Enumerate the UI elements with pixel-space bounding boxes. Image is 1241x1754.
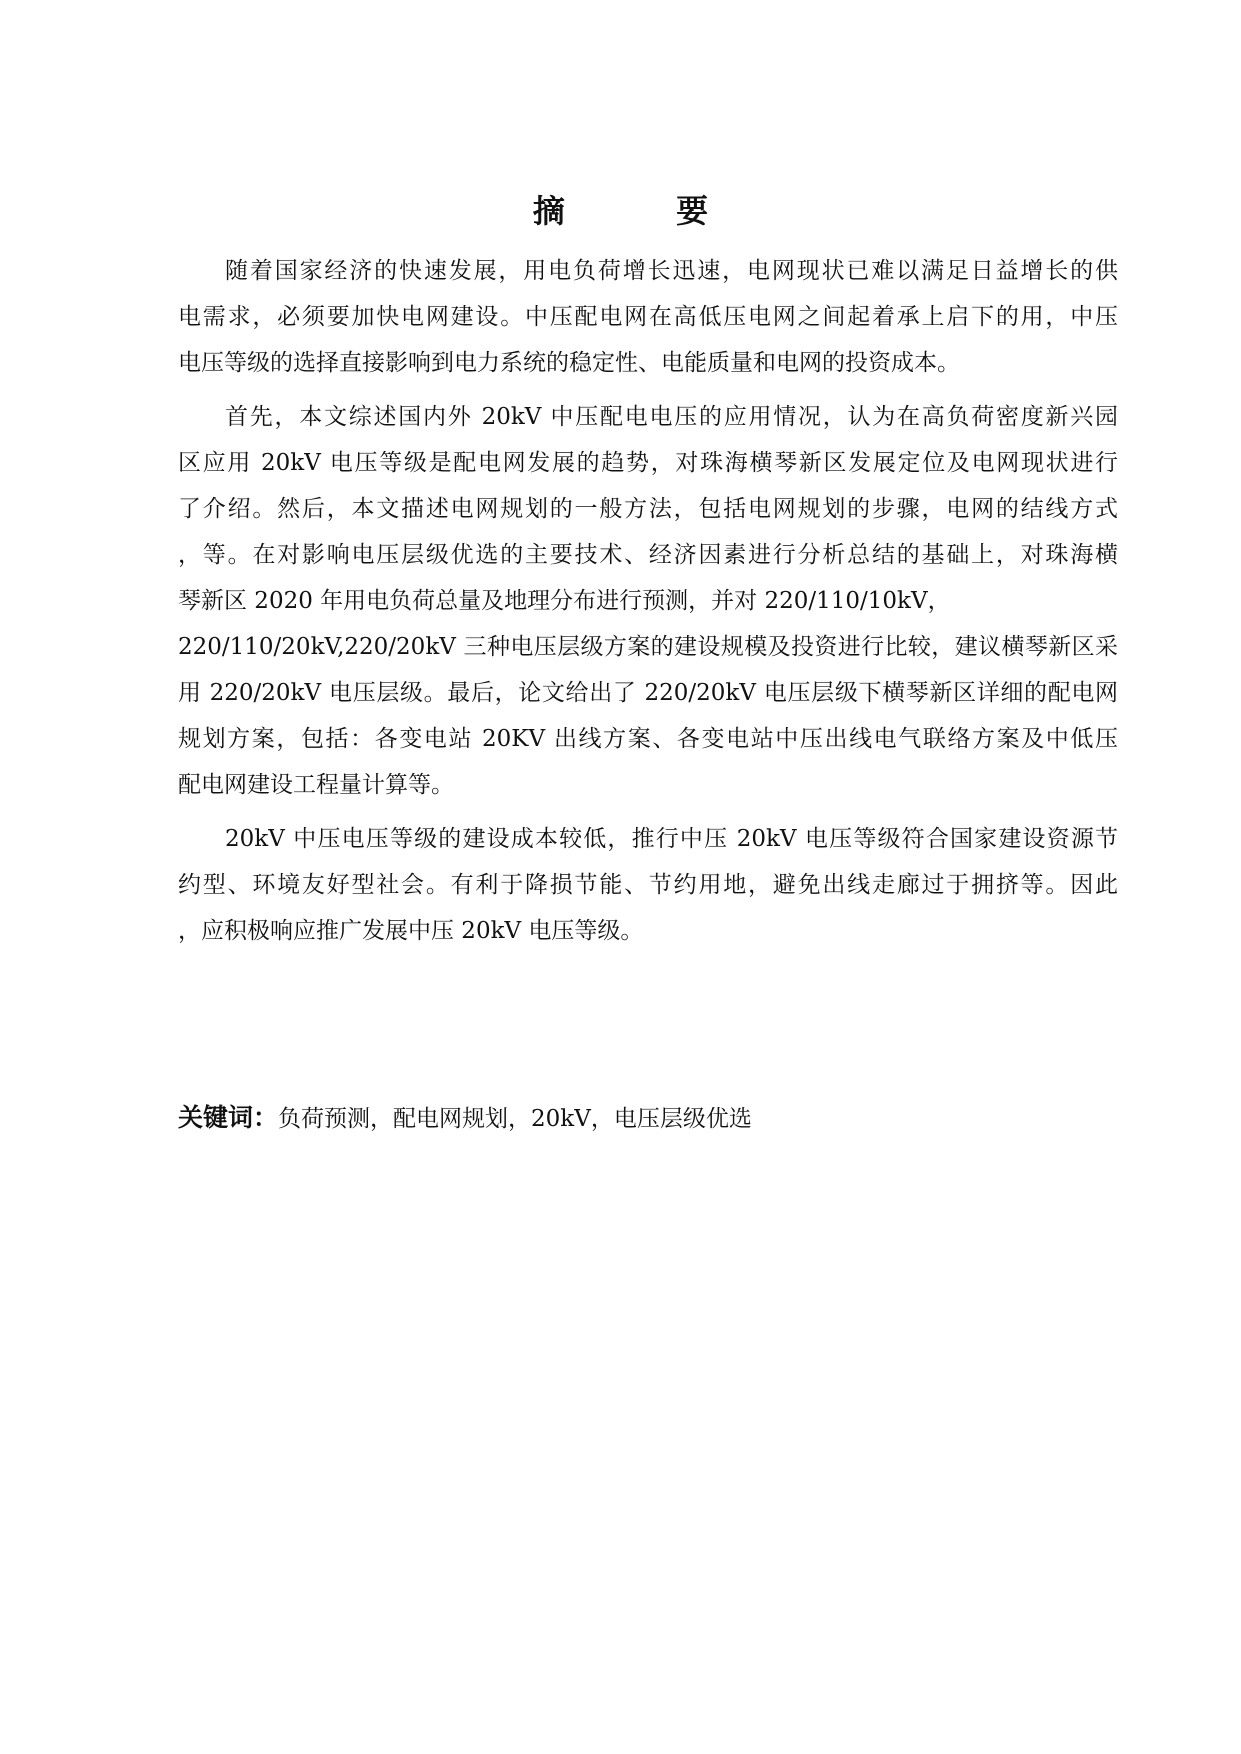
text-line: 随着国家经济的快速发展，用电负荷增长迅速，电网现状已难以满足日益增长的供 xyxy=(225,258,1118,284)
page-title: 摘 要 xyxy=(532,192,759,230)
keywords-line xyxy=(178,1095,1118,1142)
text-line: 20kV 中压电压等级的建设成本较低，推行中压 20kV 电压等级符合国家建设资源节 xyxy=(225,826,1118,852)
text-line: 用 220/20kV 电压层级。最后，论文给出了 220/20kV 电压层级下横琴新区详细的配电网 xyxy=(178,680,1118,706)
paragraph-3 xyxy=(178,816,1118,954)
text-line: 规划方案，包括：各变电站 20KV 出线方案、各变电站中压出线电气联络方案及中低压 xyxy=(178,726,1118,752)
text-line: 220/110/20kV,220/20kV 三种电压层级方案的建设规模及投资进行比较，建议横琴新区采 xyxy=(178,634,1118,660)
abstract-body xyxy=(178,248,1118,954)
keywords-label: 关键词： xyxy=(178,1103,279,1132)
text-line: 区应用 20kV 电压等级是配电网发展的趋势，对珠海横琴新区发展定位及电网现状进行 xyxy=(178,450,1118,476)
paragraph-2 xyxy=(178,394,1118,808)
text-line: 配电网建设工程量计算等。 xyxy=(178,772,454,798)
text-line: 电需求，必须要加快电网建设。中压配电网在高低压电网之间起着承上启下的用，中压 xyxy=(178,304,1118,330)
text-line: 了介绍。然后，本文描述电网规划的一般方法，包括电网规划的步骤，电网的结线方式 xyxy=(178,496,1118,522)
text-line: 琴新区 2020 年用电负荷总量及地理分布进行预测，并对 220/110/10kV， xyxy=(178,588,951,614)
text-line: ，应积极响应推广发展中压 20kV 电压等级。 xyxy=(178,918,644,944)
text-line: ，等。在对影响电压层级优选的主要技术、经济因素进行分析总结的基础上，对珠海横 xyxy=(178,542,1118,568)
paragraph-1 xyxy=(178,248,1118,386)
text-line: 首先，本文综述国内外 20kV 中压配电电压的应用情况，认为在高负荷密度新兴园 xyxy=(225,404,1118,430)
text-line: 约型、环境友好型社会。有利于降损节能、节约用地，避免出线走廊过于拥挤等。因此 xyxy=(178,872,1118,898)
keywords-text: 负荷预测，配电网规划，20kV，电压层级优选 xyxy=(278,1106,752,1132)
text-line: 电压等级的选择直接影响到电力系统的稳定性、电能质量和电网的投资成本。 xyxy=(178,350,960,376)
